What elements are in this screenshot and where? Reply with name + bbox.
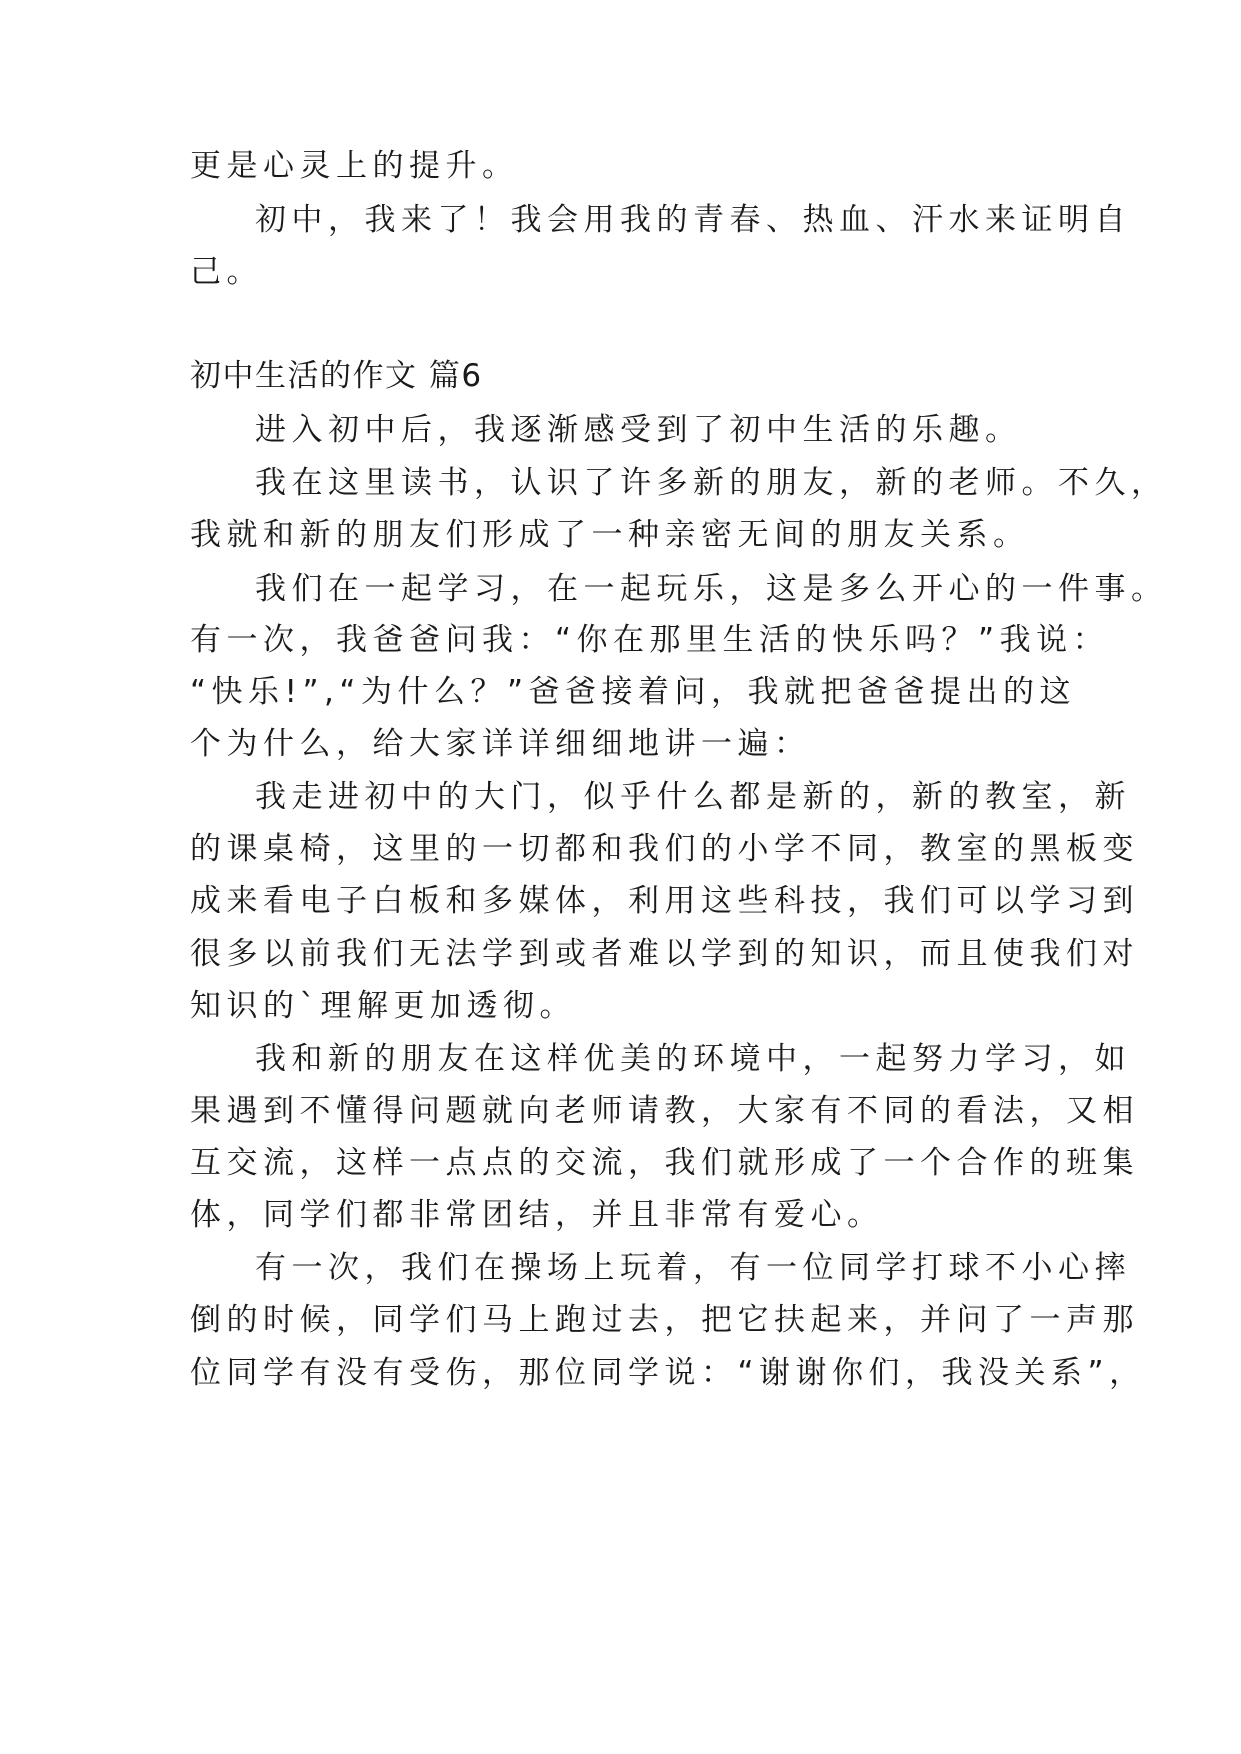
paragraph-line: 初中，我来了！我会用我的青春、热血、汗水来证明自 [255, 202, 1131, 238]
paragraph-line: 有一次，我们在操场上玩着，有一位同学打球不小心摔 [255, 1250, 1131, 1286]
paragraph-line: 进入初中后，我逐渐感受到了初中生活的乐趣。 [255, 412, 1022, 448]
paragraph-line: 位同学有没有受伤，那位同学说：“谢谢你们，我没关系”， [190, 1355, 1146, 1391]
paragraph-line: 我在这里读书，认识了许多新的朋友，新的老师。不久， [255, 465, 1168, 501]
paragraph-line: 互交流，这样一点点的交流，我们就形成了一个合作的班集 [190, 1145, 1139, 1181]
paragraph-line: 果遇到不懂得问题就向老师请教，大家有不同的看法，又相 [190, 1093, 1139, 1129]
paragraph-line: 我走进初中的大门，似乎什么都是新的，新的教室，新 [255, 779, 1131, 815]
paragraph-line: 体，同学们都非常团结，并且非常有爱心。 [190, 1197, 884, 1233]
paragraph-line: 我就和新的朋友们形成了一种亲密无间的朋友关系。 [190, 517, 1030, 553]
paragraph-line: “快乐!”,“为什么？”爸爸接着问，我就把爸爸提出的这 [190, 674, 1077, 710]
paragraph-line: 己。 [190, 254, 263, 290]
paragraph-line: 我们在一起学习，在一起玩乐，这是多么开心的一件事。 [255, 571, 1168, 607]
paragraph-line: 的课桌椅，这里的一切都和我们的小学不同，教室的黑板变 [190, 831, 1139, 867]
paragraph-line: 有一次，我爸爸问我：“你在那里生活的快乐吗？”我说： [190, 622, 1110, 658]
paragraph-line: 成来看电子白板和多媒体，利用这些科技，我们可以学习到 [190, 883, 1139, 919]
paragraph-line: 知识的`理解更加透彻。 [190, 988, 576, 1024]
paragraph-line: 很多以前我们无法学到或者难以学到的知识，而且使我们对 [190, 936, 1139, 972]
paragraph-line: 倒的时候，同学们马上跑过去，把它扶起来，并问了一声那 [190, 1302, 1139, 1338]
paragraph-line: 我和新的朋友在这样优美的环境中，一起努力学习，如 [255, 1041, 1131, 1077]
section-heading: 初中生活的作文 篇6 [190, 358, 483, 394]
paragraph-line: 个为什么，给大家详详细细地讲一遍： [190, 726, 811, 762]
paragraph-line: 更是心灵上的提升。 [190, 148, 519, 184]
